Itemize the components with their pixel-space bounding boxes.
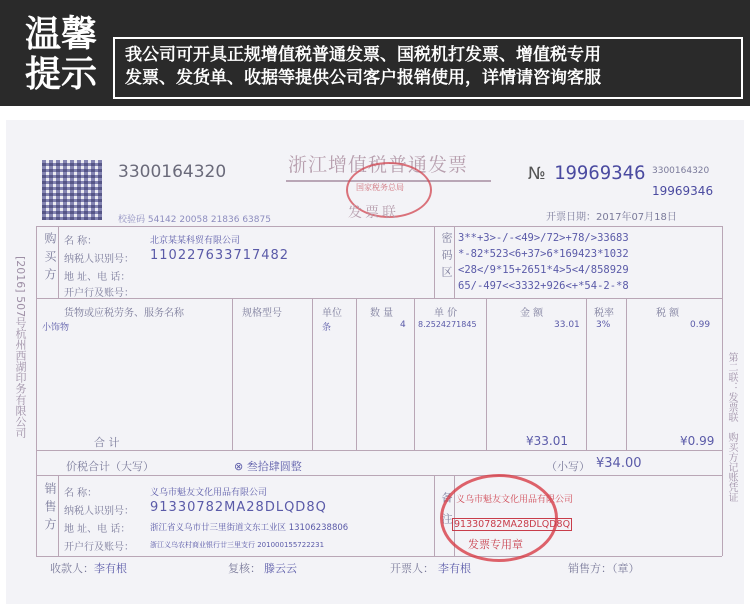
seller-address: 浙江省义乌市廿三里街道文东工业区 13106238806 — [150, 523, 349, 533]
cipher-label: 密码区 — [440, 232, 453, 283]
seller-sign-label: 销售方：（章） — [568, 562, 640, 575]
seal-company: 义乌市魁友文化用品有限公司 — [456, 495, 574, 505]
grand-bottom — [36, 475, 722, 476]
header-spec: 规格型号 — [242, 308, 282, 319]
qr-code-icon — [42, 160, 102, 220]
total-amount: ¥33.01 — [526, 434, 568, 448]
table-left — [36, 226, 37, 556]
col-divider-qty — [356, 298, 357, 450]
table-bottom — [36, 556, 722, 557]
notice-message-line1: 我公司可开具正规增值税普通发票、国税机打发票、增值税专用 — [125, 45, 601, 65]
cipher-divider-2 — [454, 226, 455, 298]
table-top — [36, 226, 722, 227]
tax-bureau-stamp-text: 国家税务总局 — [356, 183, 404, 192]
buyer-side-label: 购买方 — [43, 232, 57, 286]
payee: 李有根 — [94, 562, 127, 575]
buyer-name: 北京某某科贸有限公司 — [150, 236, 241, 246]
cipher-divider — [434, 226, 435, 298]
reviewer: 滕云云 — [264, 562, 297, 575]
sheet-label: 发票联 — [348, 205, 399, 221]
col-divider-spec — [232, 298, 233, 450]
notice-message — [113, 37, 743, 99]
total-label: 合 计 — [94, 436, 120, 449]
items-bottom — [36, 450, 722, 451]
seller-address-label: 地 址、电 话： — [64, 524, 131, 535]
item-price: 8.2524271845 — [418, 320, 477, 329]
buyer-taxid-label: 纳税人识别号： — [64, 254, 134, 265]
col-divider-amount — [486, 298, 487, 450]
item-amount: 33.01 — [554, 320, 580, 330]
item-qty: 4 — [400, 320, 406, 330]
header-tax: 税 额 — [656, 308, 680, 319]
col-divider-rate — [586, 298, 587, 450]
seller-bank: 浙江义乌农村商业银行廿三里支行 201000155722231 — [150, 541, 325, 549]
col-divider-price — [414, 298, 415, 450]
grand-total-label: 价税合计（大写） — [66, 460, 154, 473]
header-price: 单 价 — [434, 308, 458, 319]
header-amount: 金 额 — [520, 308, 544, 319]
col-divider-tax — [626, 298, 627, 450]
table-right — [722, 226, 723, 556]
seal-type: 发票专用章 — [468, 538, 523, 551]
notice-message-line2: 发票、发货单、收据等提供公司客户报销使用，详情请咨询客服 — [125, 68, 601, 88]
item-name: 小饰物 — [42, 323, 70, 333]
notice-title-line2: 提示 — [24, 54, 97, 95]
reviewer-label: 复核： — [228, 562, 261, 575]
item-rate: 3% — [596, 320, 611, 330]
seller-name-label: 名 称： — [64, 488, 98, 499]
drawer: 李有根 — [438, 562, 471, 575]
remark-label: 备注 — [440, 492, 453, 534]
total-tax: ¥0.99 — [680, 434, 715, 448]
right-code: 3300164320 — [652, 166, 710, 176]
header-rate: 税率 — [594, 308, 614, 319]
header-unit: 单位 — [322, 308, 342, 319]
notice-title — [6, 15, 116, 99]
col-divider-unit — [312, 298, 313, 450]
buyer-bank-label: 开户行及账号： — [64, 288, 134, 299]
notice-banner — [0, 0, 750, 106]
invoice-title: 浙江增值税普通发票 — [288, 154, 469, 176]
notice-title-line1: 温馨 — [24, 14, 97, 55]
seal-taxid: 91330782MA28DLQD8Q — [454, 519, 571, 530]
cipher-line: *-82*523<6+37>6*169423*1032 — [458, 248, 629, 260]
seller-bank-label: 开户行及账号： — [64, 542, 134, 553]
header-goods: 货物或应税劳务、服务名称 — [64, 308, 184, 319]
invoice-paper — [6, 120, 744, 604]
grand-small-label: （小写） — [546, 460, 590, 473]
invoice-number: 19969346 — [554, 162, 646, 184]
right-side-text: 第二联：发票联 购买方记账凭证 — [726, 352, 737, 502]
left-side-code: [2016] 507号杭州西湖印务有限公司 — [14, 256, 27, 439]
drawer-label: 开票人： — [390, 562, 434, 575]
right-number: 19969346 — [652, 184, 714, 198]
cipher-line: 65/-497<<3332+926<+*54-2-*8 — [458, 280, 629, 292]
payee-label: 收款人： — [50, 562, 94, 575]
item-tax: 0.99 — [690, 320, 711, 330]
buyer-taxid: 110227633717482 — [150, 248, 290, 263]
cipher-line: <28</9*15+2651*4>5<4/858929 — [458, 264, 629, 276]
invoice-code: 3300164320 — [118, 162, 227, 182]
item-unit: 条 — [322, 323, 332, 333]
issue-date: 开票日期：2017年07月18日 — [546, 212, 677, 223]
buyer-name-label: 名 称： — [64, 236, 98, 247]
number-symbol: № — [528, 164, 546, 184]
seller-taxid-label: 纳税人识别号： — [64, 506, 134, 517]
header-qty: 数 量 — [370, 308, 394, 319]
buyer-bottom — [36, 298, 722, 299]
remark-divider — [434, 475, 435, 556]
check-code: 校验码 54142 20058 21836 63875 — [118, 215, 271, 225]
cipher-line: 3**+3>-/-<49>/72>+78/>33683 — [458, 232, 629, 244]
cipher-text — [458, 230, 629, 294]
seller-name: 义乌市魁友文化用品有限公司 — [150, 488, 268, 498]
seller-side-label: 销售方 — [43, 482, 57, 536]
buyer-address-label: 地 址、电 话： — [64, 272, 131, 283]
seller-taxid: 91330782MA28DLQD8Q — [150, 500, 327, 515]
grand-small-amount: ¥34.00 — [596, 456, 642, 471]
grand-total-words: ⊗ 叁拾肆圆整 — [234, 460, 302, 473]
